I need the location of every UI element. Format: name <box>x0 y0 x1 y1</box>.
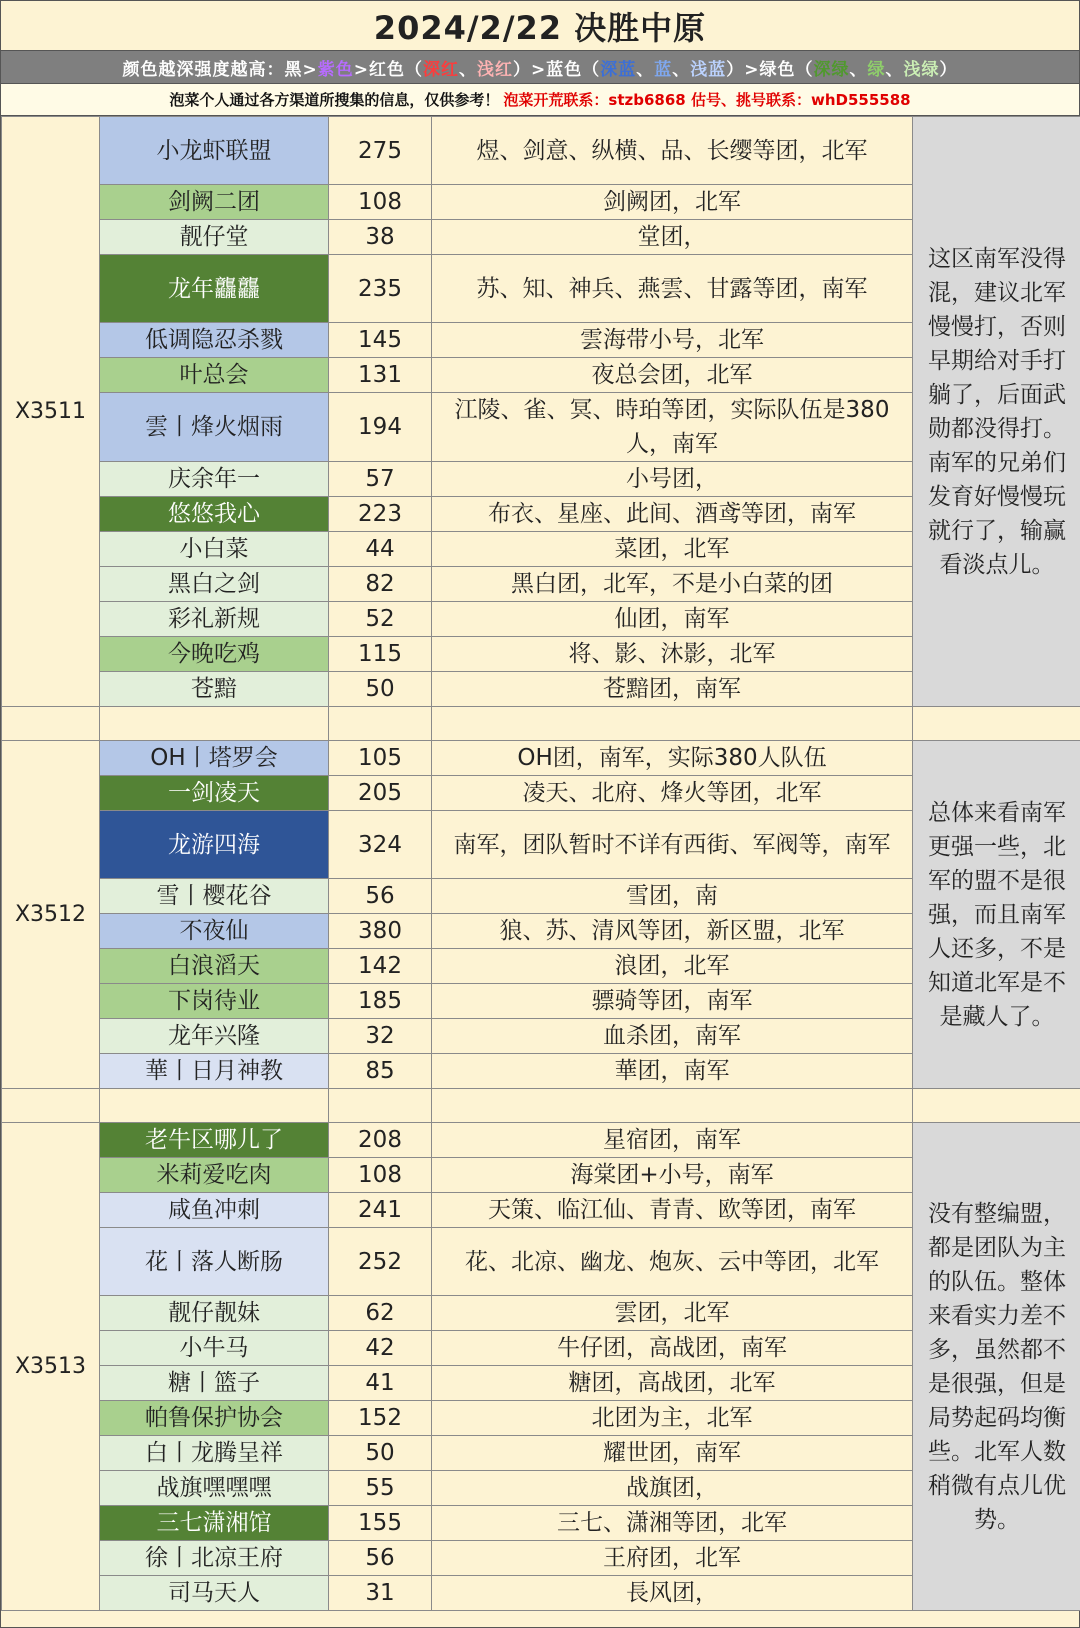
alliance-description: 苏、知、神兵、燕雲、甘露等团，南军 <box>432 255 913 323</box>
legend-segment: 、 <box>459 59 477 80</box>
spacer-row <box>2 1089 1080 1123</box>
member-count: 105 <box>329 741 432 776</box>
alliance-name: 小牛马 <box>100 1331 329 1366</box>
alliance-name: 今晚吃鸡 <box>100 637 329 672</box>
alliance-description: 夜总会团，北军 <box>432 358 913 393</box>
alliance-description: 黑白团，北军，不是小白菜的团 <box>432 567 913 602</box>
member-count: 56 <box>329 1541 432 1576</box>
legend-segment: 、 <box>849 59 868 80</box>
member-count: 252 <box>329 1228 432 1296</box>
alliance-name: 雲丨烽火烟雨 <box>100 393 329 462</box>
alliance-description: 仙团，南军 <box>432 602 913 637</box>
legend-segment: 深蓝 <box>600 59 637 80</box>
member-count: 50 <box>329 1436 432 1471</box>
alliance-table-body <box>2 117 1080 1611</box>
alliance-description: 花、北凉、幽龙、炮灰、云中等团，北军 <box>432 1228 913 1296</box>
table-row <box>2 741 1080 776</box>
alliance-description: 剑阙团，北军 <box>432 185 913 220</box>
alliance-description: 血杀团，南军 <box>432 1019 913 1054</box>
alliance-description: 煜、剑意、纵横、品、长缨等团，北军 <box>432 117 913 185</box>
spacer-cell <box>913 1089 1080 1123</box>
spacer-cell <box>329 707 432 741</box>
member-count: 56 <box>329 879 432 914</box>
spacer-cell <box>913 707 1080 741</box>
legend-segment: ）>绿色（ <box>726 59 814 80</box>
member-count: 85 <box>329 1054 432 1089</box>
alliance-description: 江陵、雀、冥、時珀等团，实际队伍是380人，南军 <box>432 393 913 462</box>
spacer-row <box>2 707 1080 741</box>
server-note: 没有整编盟，都是团队为主的队伍。整体来看实力差不多，虽然都不是很强，但是局势起码均衡些。北军人数稍微有点儿优势。 <box>913 1123 1080 1611</box>
spacer-cell <box>2 1089 100 1123</box>
alliance-name: 帕鲁保护协会 <box>100 1401 329 1436</box>
table-row <box>2 1123 1080 1158</box>
legend-segment: >红色（ <box>353 59 423 80</box>
alliance-description: 三七、潇湘等团，北军 <box>432 1506 913 1541</box>
legend-segment: 蓝 <box>654 59 673 80</box>
legend-segment: 深绿 <box>813 59 850 80</box>
alliance-name: 苍黯 <box>100 672 329 707</box>
notice-line <box>1 84 1079 116</box>
legend-segment: 浅绿 <box>903 59 940 80</box>
alliance-name: 老牛区哪儿了 <box>100 1123 329 1158</box>
alliance-description: 星宿团，南军 <box>432 1123 913 1158</box>
legend-segment: 绿 <box>867 59 886 80</box>
server-cell: X3511 <box>2 117 100 707</box>
legend-segment: 浅红 <box>477 59 513 80</box>
member-count: 152 <box>329 1401 432 1436</box>
legend-segment: 深红 <box>423 59 459 80</box>
member-count: 185 <box>329 984 432 1019</box>
legend-segment: 、 <box>636 59 655 80</box>
server-cell: X3513 <box>2 1123 100 1611</box>
alliance-description: 雲团，北军 <box>432 1296 913 1331</box>
alliance-name: OH丨塔罗会 <box>100 741 329 776</box>
alliance-name: 龙年兴隆 <box>100 1019 329 1054</box>
alliance-name: 战旗嘿嘿嘿 <box>100 1471 329 1506</box>
member-count: 142 <box>329 949 432 984</box>
member-count: 223 <box>329 497 432 532</box>
member-count: 275 <box>329 117 432 185</box>
alliance-description: 北团为主，北军 <box>432 1401 913 1436</box>
spacer-cell <box>100 707 329 741</box>
member-count: 52 <box>329 602 432 637</box>
alliance-description: 菜团，北军 <box>432 532 913 567</box>
alliance-table <box>1 116 1080 1611</box>
alliance-description: 布衣、星座、此间、酒鸢等团，南军 <box>432 497 913 532</box>
alliance-description: 糖团，高战团，北军 <box>432 1366 913 1401</box>
alliance-name: 不夜仙 <box>100 914 329 949</box>
spacer-cell <box>432 707 913 741</box>
alliance-name: 司马天人 <box>100 1576 329 1611</box>
member-count: 208 <box>329 1123 432 1158</box>
spacer-cell <box>432 1089 913 1123</box>
alliance-description: 浪团，北军 <box>432 949 913 984</box>
alliance-name: 剑阙二团 <box>100 185 329 220</box>
alliance-description: 長风团， <box>432 1576 913 1611</box>
server-note: 这区南军没得混，建议北军慢慢打，否则早期给对手打躺了，后面武勋都没得打。南军的兄弟们发育好慢慢玩就行了，输赢看淡点儿。 <box>913 117 1080 707</box>
member-count: 55 <box>329 1471 432 1506</box>
alliance-description: 雪团，南 <box>432 879 913 914</box>
alliance-name: 花丨落人断肠 <box>100 1228 329 1296</box>
legend-segment: 紫色 <box>317 59 354 80</box>
member-count: 380 <box>329 914 432 949</box>
alliance-name: 龙年龘龘 <box>100 255 329 323</box>
alliance-name: 白丨龙腾呈祥 <box>100 1436 329 1471</box>
member-count: 155 <box>329 1506 432 1541</box>
member-count: 41 <box>329 1366 432 1401</box>
member-count: 32 <box>329 1019 432 1054</box>
member-count: 108 <box>329 1158 432 1193</box>
member-count: 324 <box>329 811 432 879</box>
alliance-name: 叶总会 <box>100 358 329 393</box>
member-count: 108 <box>329 185 432 220</box>
alliance-description: 天策、临江仙、青青、欧等团，南军 <box>432 1193 913 1228</box>
alliance-description: 牛仔团，高战团，南军 <box>432 1331 913 1366</box>
member-count: 62 <box>329 1296 432 1331</box>
alliance-name: 華丨日月神教 <box>100 1054 329 1089</box>
table-row <box>2 117 1080 185</box>
member-count: 82 <box>329 567 432 602</box>
member-count: 31 <box>329 1576 432 1611</box>
legend-segment: 浅蓝 <box>690 59 727 80</box>
member-count: 50 <box>329 672 432 707</box>
member-count: 145 <box>329 323 432 358</box>
alliance-description: 小号团， <box>432 462 913 497</box>
alliance-name: 低调隐忍杀戮 <box>100 323 329 358</box>
alliance-name: 米莉爱吃肉 <box>100 1158 329 1193</box>
legend-segment: 颜色越深强度越高：黑> <box>122 59 318 80</box>
member-count: 44 <box>329 532 432 567</box>
alliance-name: 雪丨樱花谷 <box>100 879 329 914</box>
notice-contact: 泡菜开荒联系：stzb6868 估号、挑号联系：whD555588 <box>503 91 911 109</box>
alliance-description: 凌天、北府、烽火等团，北军 <box>432 776 913 811</box>
alliance-description: 骠骑等团，南军 <box>432 984 913 1019</box>
alliance-name: 咸鱼冲刺 <box>100 1193 329 1228</box>
spacer-cell <box>329 1089 432 1123</box>
alliance-description: 華团，南军 <box>432 1054 913 1089</box>
alliance-name: 小龙虾联盟 <box>100 117 329 185</box>
legend-segment: 、 <box>885 59 904 80</box>
member-count: 131 <box>329 358 432 393</box>
alliance-description: 苍黯团，南军 <box>432 672 913 707</box>
spacer-cell <box>100 1089 329 1123</box>
member-count: 115 <box>329 637 432 672</box>
alliance-description: OH团，南军，实际380人队伍 <box>432 741 913 776</box>
member-count: 42 <box>329 1331 432 1366</box>
member-count: 241 <box>329 1193 432 1228</box>
alliance-description: 战旗团， <box>432 1471 913 1506</box>
alliance-description: 南军，团队暂时不详有西街、军阀等，南军 <box>432 811 913 879</box>
spacer-cell <box>2 707 100 741</box>
alliance-name: 靓仔堂 <box>100 220 329 255</box>
alliance-name: 糖丨篮子 <box>100 1366 329 1401</box>
alliance-description: 海棠团+小号，南军 <box>432 1158 913 1193</box>
alliance-name: 靓仔靓妹 <box>100 1296 329 1331</box>
member-count: 235 <box>329 255 432 323</box>
page-title: 2024/2/22 决胜中原 <box>1 1 1079 51</box>
alliance-description: 王府团，北军 <box>432 1541 913 1576</box>
alliance-description: 将、影、沐影，北军 <box>432 637 913 672</box>
alliance-name: 悠悠我心 <box>100 497 329 532</box>
member-count: 194 <box>329 393 432 462</box>
alliance-name: 庆余年一 <box>100 462 329 497</box>
alliance-name: 三七潇湘馆 <box>100 1506 329 1541</box>
legend-segment: 、 <box>672 59 691 80</box>
color-legend <box>1 51 1079 84</box>
member-count: 57 <box>329 462 432 497</box>
alliance-description: 堂团， <box>432 220 913 255</box>
alliance-name: 小白菜 <box>100 532 329 567</box>
alliance-name: 白浪滔天 <box>100 949 329 984</box>
alliance-description: 雲海带小号，北军 <box>432 323 913 358</box>
server-cell: X3512 <box>2 741 100 1089</box>
alliance-name: 龙游四海 <box>100 811 329 879</box>
legend-segment: ） <box>939 59 958 80</box>
alliance-name: 一剑凌天 <box>100 776 329 811</box>
alliance-description: 狼、苏、清风等团，新区盟，北军 <box>432 914 913 949</box>
member-count: 205 <box>329 776 432 811</box>
alliance-name: 黑白之剑 <box>100 567 329 602</box>
alliance-name: 徐丨北凉王府 <box>100 1541 329 1576</box>
server-note: 总体来看南军更强一些，北军的盟不是很强，而且南军人还多，不是知道北军是不是藏人了。 <box>913 741 1080 1089</box>
member-count: 38 <box>329 220 432 255</box>
alliance-name: 彩礼新规 <box>100 602 329 637</box>
alliance-description: 耀世团，南军 <box>432 1436 913 1471</box>
alliance-name: 下岗待业 <box>100 984 329 1019</box>
legend-segment: ）>蓝色（ <box>513 59 601 80</box>
notice-disclaimer: 泡菜个人通过各方渠道所搜集的信息，仅供参考！ <box>169 91 500 109</box>
